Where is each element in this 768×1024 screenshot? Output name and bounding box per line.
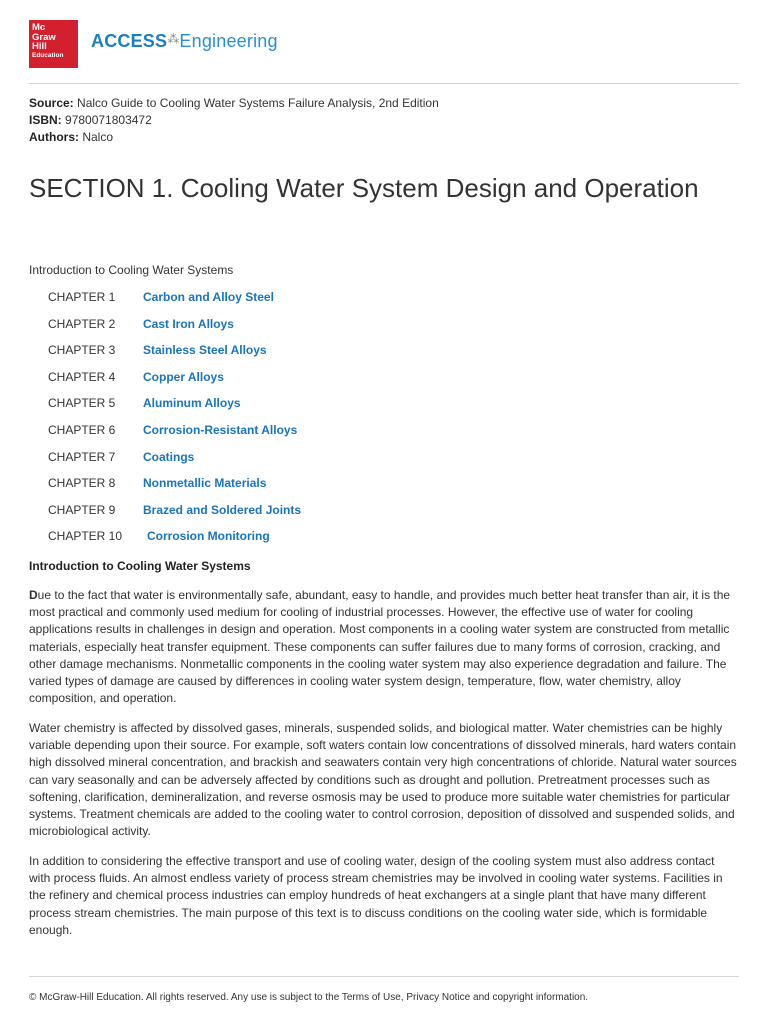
chapter-number: CHAPTER 3 <box>48 343 116 358</box>
mcgraw-hill-logo[interactable]: Mc Graw Hill Education <box>29 20 78 68</box>
drop-cap: D <box>29 588 38 602</box>
section-heading: Introduction to Cooling Water Systems <box>29 559 251 573</box>
brand-access: ACCESS <box>91 31 168 51</box>
body-paragraph-3: In addition to considering the effective transport and use of cooling water, design of the cooling system must also address contact with process fluids. An almost endless variety of process stream chemistries may be involved in cooling water systems. Facilities in the refinery and chemical process industries can employ hundreds of heat exchangers at a single plant that have many different process stream chemistries. The main purpose of this text is to discuss conditions on the cooling water side, which is formidable enough. <box>29 854 723 937</box>
footer-divider <box>29 976 739 977</box>
chapter-link-copper-alloys[interactable]: Copper Alloys <box>143 369 224 384</box>
chapter-link-coatings[interactable]: Coatings <box>143 449 195 464</box>
chapter-number: CHAPTER 5 <box>48 396 116 411</box>
isbn-line: ISBN: 9780071803472 <box>29 113 152 127</box>
chapter-link-nonmetallic-materials[interactable]: Nonmetallic Materials <box>143 476 267 491</box>
chapter-number: CHAPTER 7 <box>48 449 116 464</box>
header-divider <box>29 83 739 84</box>
page-title: SECTION 1. Cooling Water System Design and Operation <box>29 173 699 203</box>
chapter-link-carbon-and-alloy-steel[interactable]: Carbon and Alloy Steel <box>143 290 274 304</box>
body-paragraph-2: Water chemistry is affected by dissolved gases, minerals, suspended solids, and biological matter. Water chemistries can be highly variable depending upon their source. For example, soft waters contain low concentrations of dissolved minerals, hard waters contain high dissolved mineral concentration, and brackish and seawaters contain very high concentrations of chloride. Natural water sources can vary seasonally and can be adversely affected by conditions such as drought and pollution. Pretreatment processes such as softening, clarification, demineralization, and reverse osmosis may be used to produce more suitable water chemistries for particular systems. Treatment chemicals are added to the cooling water to control corrosion, deposition of dissolved and suspended solids, and microbiological activity. <box>29 721 737 839</box>
page-header <box>29 20 739 68</box>
chapter-number: CHAPTER 1 <box>48 290 116 304</box>
brand-engineering: Engineering <box>179 31 278 51</box>
body-paragraph-1: Due to the fact that water is environmentally safe, abundant, easy to handle, and provides much better heat transfer than air, it is the most practical and commonly used medium for cooling of industrial processes. However, the effective use of water for cooling applications results in challenges in design and operation. Most components in a cooling water system are constructed from metallic materials, especially heat transfer equipment. These components can suffer failures due to many forms of corrosion, cracking, and other damage mechanisms. Nonmetallic components in the cooling water system may also experience degradation and failure. The varied types of damage are caused by differences in cooling water system design, temperature, flow, water chemistry, alloy composition, and operation. <box>29 588 731 706</box>
chapter-number: CHAPTER 6 <box>48 422 116 437</box>
source-metadata <box>29 95 439 146</box>
authors-line: Authors: Nalco <box>29 130 114 144</box>
source-line: Source: Nalco Guide to Cooling Water Systems Failure Analysis, 2nd Edition <box>29 96 439 110</box>
intro-label: Introduction to Cooling Water Systems <box>29 263 234 277</box>
chapter-number: CHAPTER 2 <box>48 316 116 331</box>
chapter-link-aluminum-alloys[interactable]: Aluminum Alloys <box>143 396 241 411</box>
access-engineering-logo[interactable]: ACCESS⁂Engineering <box>91 31 278 51</box>
chapter-link-stainless-steel-alloys[interactable]: Stainless Steel Alloys <box>143 343 267 358</box>
chapter-link-corrosion-resistant-alloys[interactable]: Corrosion-Resistant Alloys <box>143 422 298 437</box>
chapter-link-cast-iron-alloys[interactable]: Cast Iron Alloys <box>143 316 234 331</box>
chapter-number: CHAPTER 4 <box>48 369 116 384</box>
copyright-footer: © McGraw-Hill Education. All rights reserved. Any use is subject to the Terms of Use, Privacy Notice and copyright information. <box>29 992 589 1003</box>
chapter-link-corrosion-monitoring[interactable]: Corrosion Monitoring <box>147 529 270 544</box>
chapter-link-brazed-and-soldered-joints[interactable]: Brazed and Soldered Joints <box>143 502 302 517</box>
chapter-number: CHAPTER 9 <box>48 502 116 517</box>
chapter-number: CHAPTER 10 <box>48 529 123 544</box>
chapter-number: CHAPTER 8 <box>48 476 116 491</box>
